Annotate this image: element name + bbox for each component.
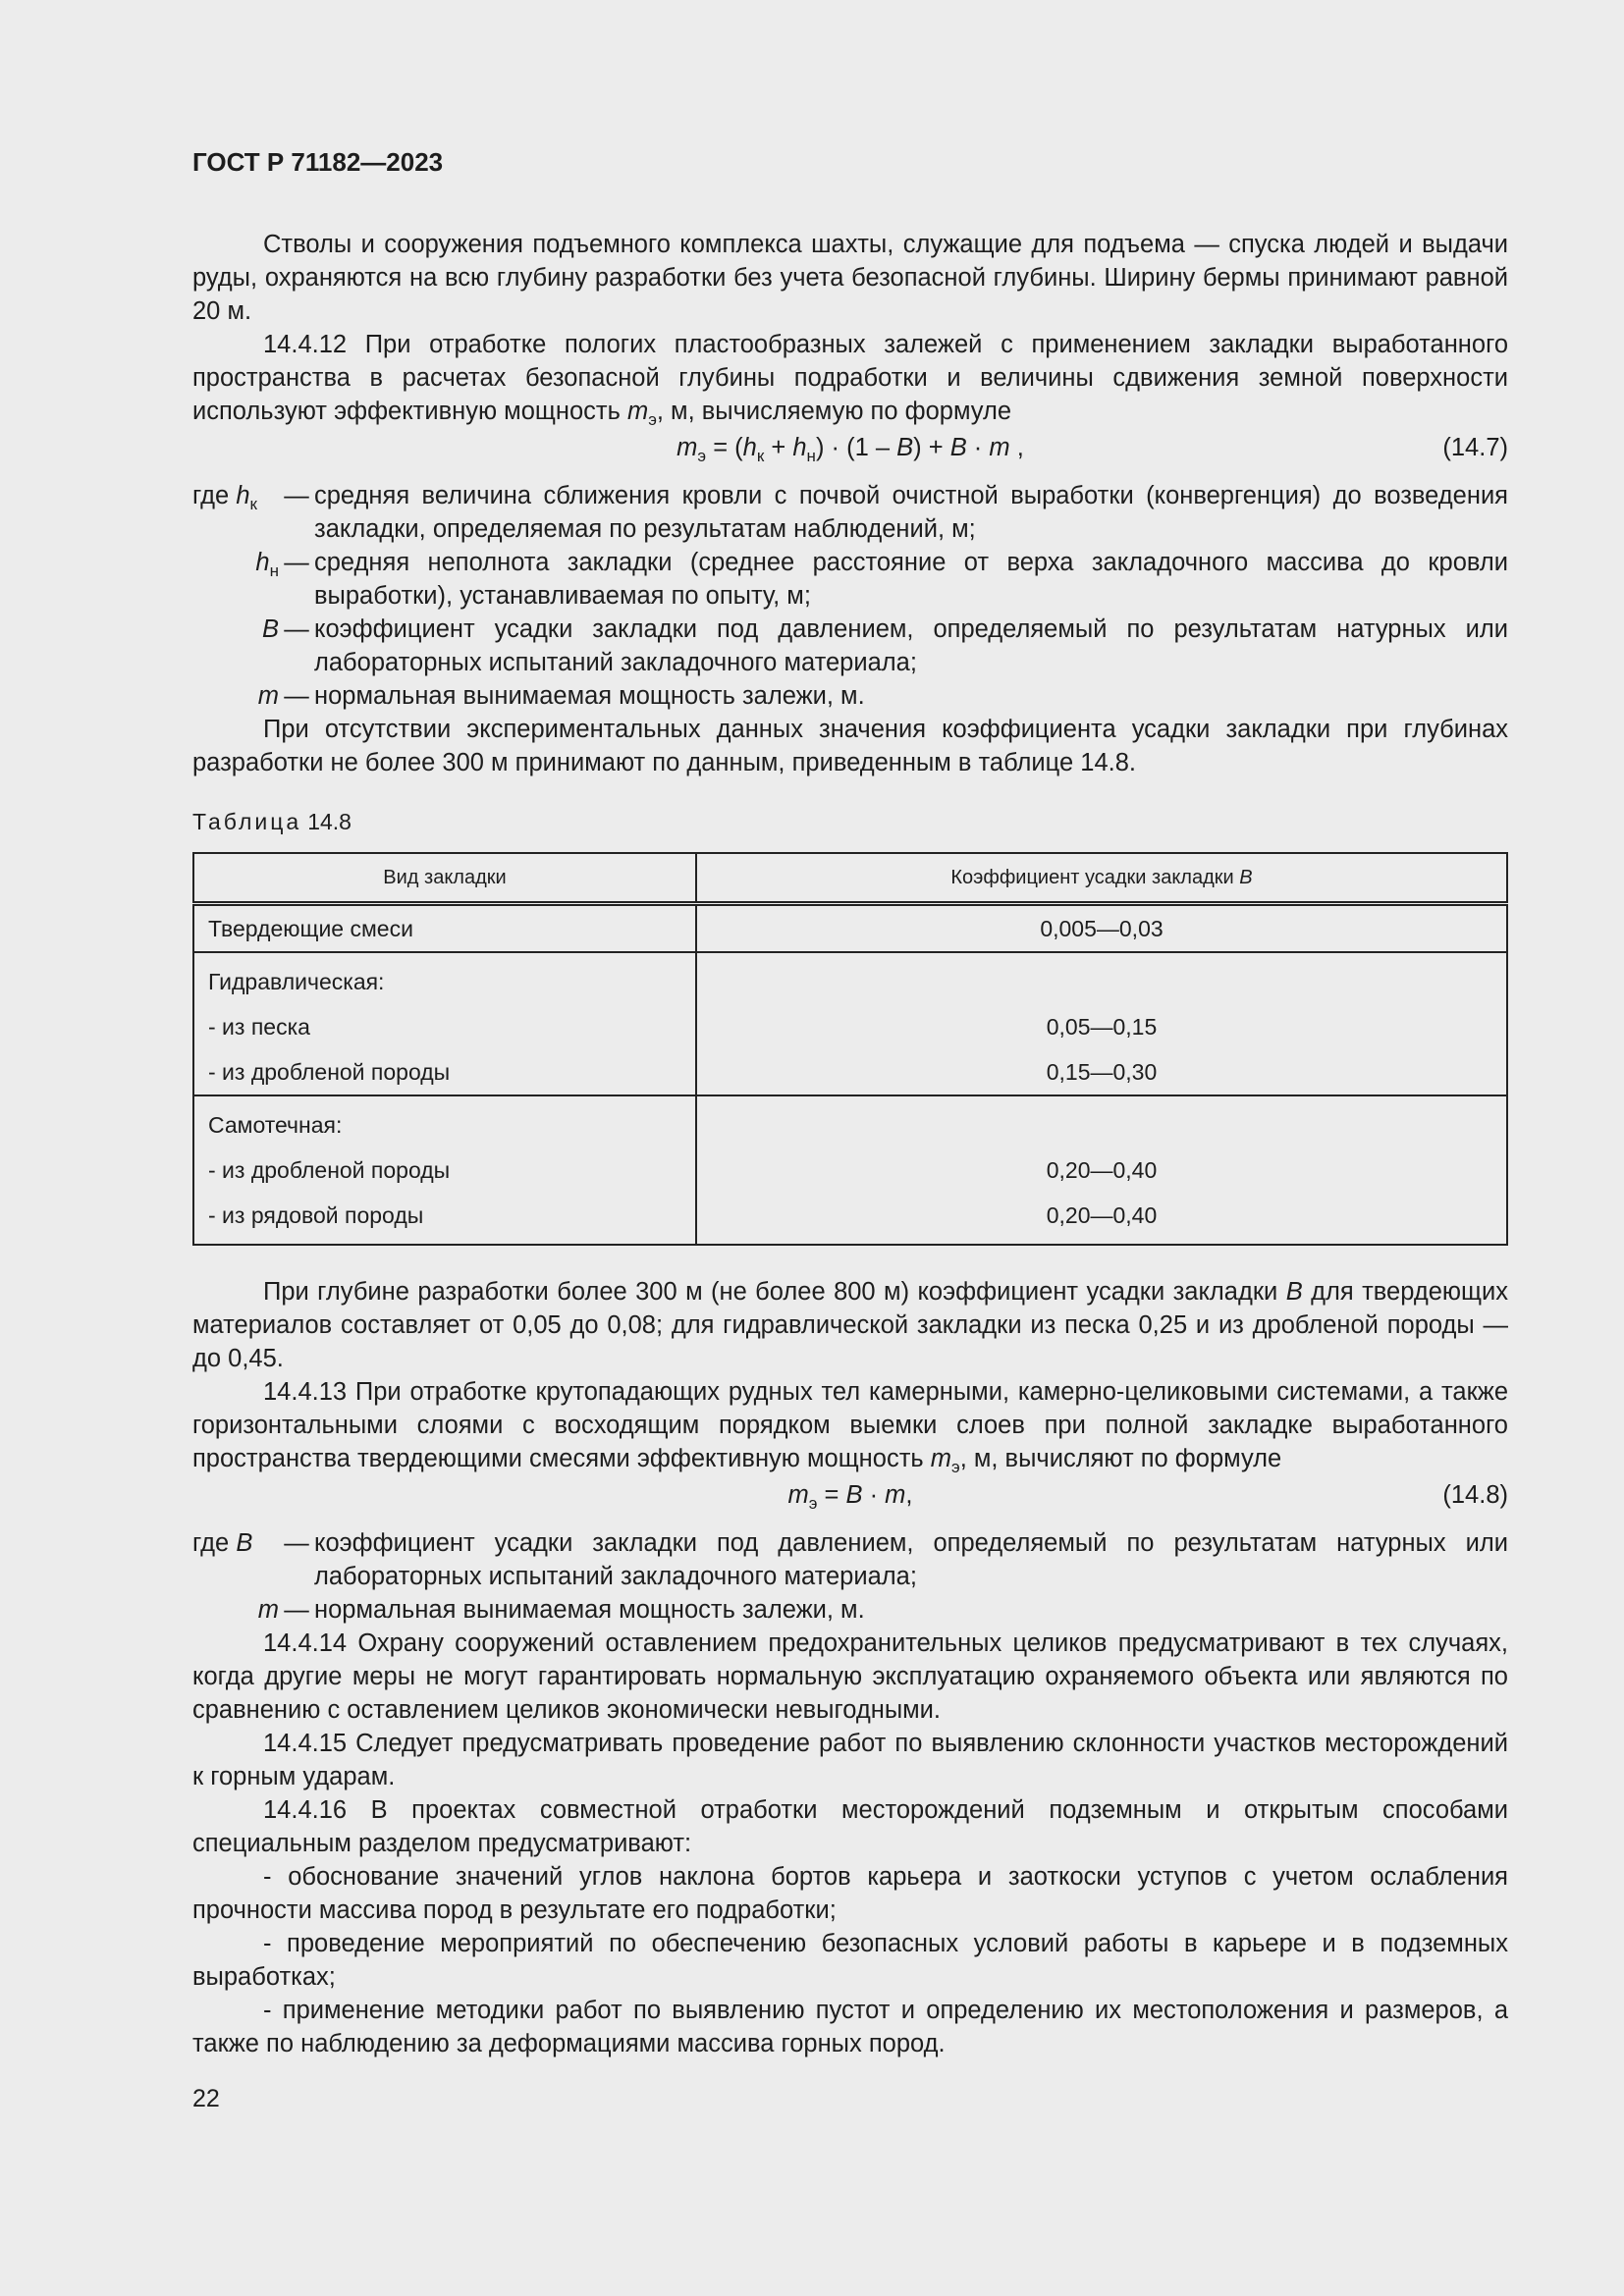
table-header-type: Вид закладки — [193, 853, 696, 904]
table-row: - из песка 0,05—0,15 — [193, 1004, 1507, 1049]
table-header-coefficient: Коэффициент усадки закладки B — [696, 853, 1507, 904]
table-row: - из дробленой породы 0,20—0,40 — [193, 1148, 1507, 1193]
where-item: $h_н$ — средняя неполнота закладки (среднее расстояние от верха закладочного массива до кровли выработки), устанавливаемая по опыту, м; — [255, 549, 1508, 610]
where-list-2 — [192, 1526, 1508, 1627]
where-item: где $h_к$ — средняя величина сближения кровли с почвой очистной выработки (конвергенция) до возведения закладки, определяемая по результатам наблюдений, м; — [192, 482, 1508, 543]
document-page — [192, 145, 1508, 2115]
list-item: - применение методики работ по выявлению пустот и определению их местоположения и размеров, а также по наблюдению за деформациями массива горных пород. — [192, 1997, 1508, 2057]
where-item: где B — коэффициент усадки закладки под давлением, определяемый по результатам натурных или лабораторных испытаний закладочного материала; — [192, 1529, 1508, 1590]
paragraph-14-4-16: 14.4.16 В проектах совместной отработки месторождений подземным и открытым способами специальным разделом предусматривают: — [192, 1796, 1508, 1857]
table-row: - из рядовой породы 0,20—0,40 — [193, 1193, 1507, 1245]
formula-14-8-expression: $m_э = B \cdot m$, — [787, 1481, 913, 1513]
paragraph-no-data: При отсутствии экспериментальных данных значения коэффициента усадки закладки при глубинах разработки не более 300 м принимают по данным, приведенным в таблице 14.8. — [192, 716, 1508, 776]
formula-14-7-expression: $m_э = (h_к + h_н) \cdot (1 - B) + B \cdot m$ , — [677, 434, 1024, 465]
paragraph-shafts: Стволы и сооружения подъемного комплекса шахты, служащие для подъема — спуска людей и выдачи руды, охраняются на всю глубину разработки без учета безопасной глубины. Ширину бермы принимают равной 20 м. — [192, 231, 1508, 325]
formula-14-8-number: (14.8) — [1442, 1481, 1508, 1509]
document-header: ГОСТ Р 71182—2023 — [192, 147, 444, 177]
paragraph-14-4-13: 14.4.13 При отработке крутопадающих рудных тел камерными, камерно-целиковыми системами, а также горизонтальными слоями с восходящим порядком выемки слоев при полной закладке выработанного пространства твердеющими смесями эффективную мощность $m_э$, м, вычисляют по формуле — [192, 1378, 1508, 1476]
list-item: - обоснование значений углов наклона бортов карьера и заоткоски уступов с учетом ослабления прочности массива пород в результате его подработки; — [192, 1863, 1508, 1924]
table-row: - из дробленой породы 0,15—0,30 — [193, 1049, 1507, 1095]
formula-14-7-number: (14.7) — [1442, 434, 1508, 461]
shrinkage-table — [192, 852, 1508, 1246]
where-item: m — нормальная вынимаемая мощность залежи, м. — [257, 1596, 865, 1624]
paragraph-depth-300: При глубине разработки более 300 м (не более 800 м) коэффициент усадки закладки B для твердеющих материалов составляет от 0,05 до 0,08; для гидравлической закладки из песка 0,25 и из дробленой породы — до 0,45. — [192, 1278, 1508, 1372]
table-row: Гидравлическая: — [193, 952, 1507, 1004]
list-item: - проведение мероприятий по обеспечению безопасных условий работы в карьере и в подземных выработках; — [192, 1930, 1508, 1991]
paragraph-14-4-14: 14.4.14 Охрану сооружений оставлением предохранительных целиков предусматривают в тех случаях, когда другие меры не могут гарантировать нормальную эксплуатацию охраняемого объекта или являются по сравнению с оставлением целиков экономически невыгодными. — [192, 1629, 1508, 1724]
formula-14-8 — [192, 1475, 1508, 1515]
table-caption: Таблица 14.8 — [192, 809, 352, 834]
where-item: m — нормальная вынимаемая мощность залежи, м. — [257, 682, 865, 710]
paragraph-14-4-12: 14.4.12 При отработке пологих пластообразных залежей с применением закладки выработанного пространства в расчетах безопасной глубины подработки и величины сдвижения земной поверхности используют эффективную мощность $m_э$, м, вычисляемую по формуле — [192, 331, 1508, 429]
where-list-1 — [192, 479, 1508, 713]
page-number: 22 — [192, 2085, 220, 2112]
paragraph-14-4-15: 14.4.15 Следует предусматривать проведение работ по выявлению склонности участков месторождений к горным ударам. — [192, 1730, 1508, 1790]
table-row: Твердеющие смеси 0,005—0,03 — [193, 904, 1507, 953]
where-item: B — коэффициент усадки закладки под давлением, определяемый по результатам натурных или лабораторных испытаний закладочного материала; — [261, 615, 1508, 676]
table-row: Самотечная: — [193, 1095, 1507, 1148]
requirements-list — [192, 1860, 1508, 2060]
formula-14-7 — [192, 428, 1508, 467]
